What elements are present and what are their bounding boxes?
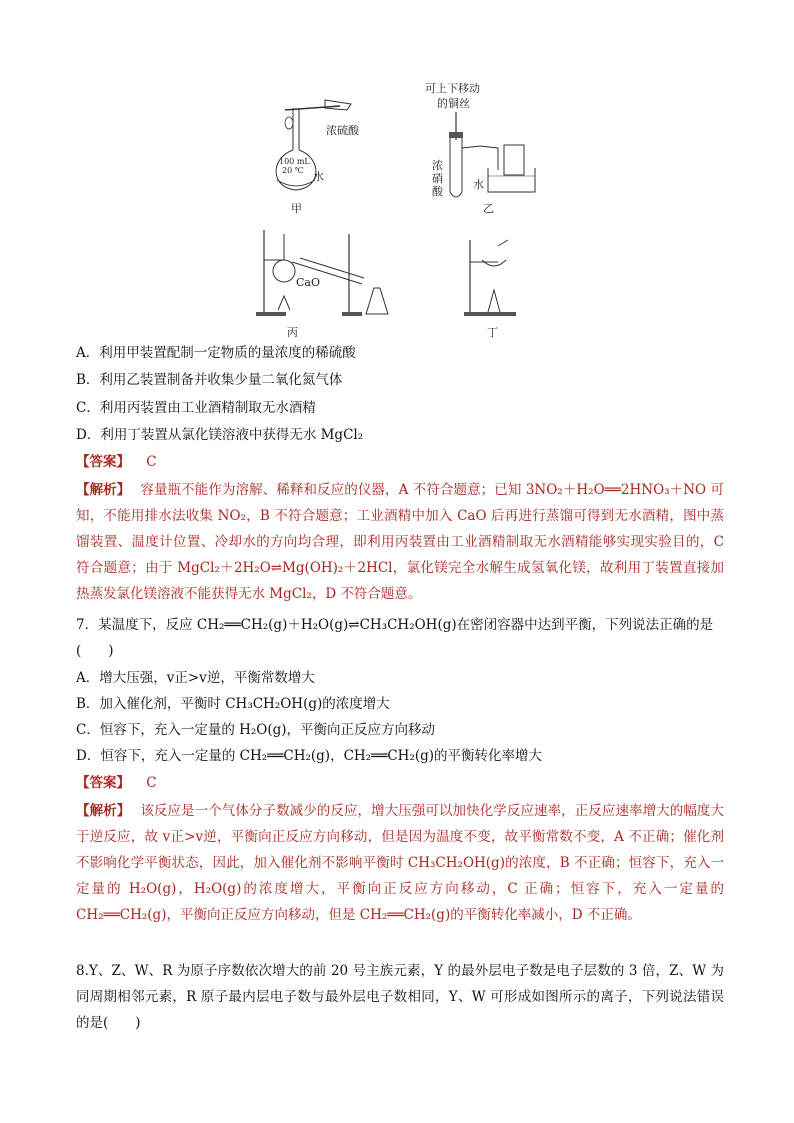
yi-caption: 乙 bbox=[483, 202, 494, 215]
distillation-apparatus-diagram bbox=[252, 226, 402, 321]
jia-label-flask-temp: 20 ℃ bbox=[282, 166, 304, 175]
yi-label-acid-1: 浓 bbox=[432, 159, 443, 172]
q7-answer-tag: 【答案】 bbox=[76, 775, 130, 791]
q6-analysis bbox=[76, 477, 724, 607]
jia-label-water: 水 bbox=[313, 170, 324, 183]
bing-label-cao: CaO bbox=[296, 276, 320, 289]
jia-caption: 甲 bbox=[291, 202, 302, 215]
figure-yi bbox=[440, 110, 540, 210]
q8-stem: 8.Y、Z、W、R 为原子序数依次增大的前 20 号主族元素，Y 的最外层电子数是电子层数的 3 倍，Z、W 为同周期相邻元素，R 原子最内层电子数与最外层电子数相同，Y、W 可形成如图所示的离子，下列说法错误的是( ) bbox=[76, 963, 724, 1031]
jia-label-flask-volume: 100 mL bbox=[279, 157, 310, 166]
q7-stem-text: 7．某温度下，反应 CH₂══CH₂(g)＋H₂O(g)⇌CH₃CH₂OH(g)在密闭容器中达到平衡，下列说法正确的是 bbox=[76, 617, 714, 633]
q7-option-d: D．恒容下，充入一定量的 CH₂══CH₂(g)，CH₂══CH₂(g)的平衡转化率增大 bbox=[76, 748, 543, 764]
evaporation-apparatus-diagram bbox=[460, 238, 520, 320]
test-tube-apparatus-diagram bbox=[440, 110, 540, 210]
q7-analysis-text: 该反应是一个气体分子数减少的反应，增大压强可以加快化学反应速率，正反应速率增大的幅度大于逆反应，故 v正>v逆，平衡向正反应方向移动，但是因为温度不变，故平衡常数不变，A 不正确；催化剂不影响化学平衡状态，因此，加入催化剂不影响平衡时 CH₃CH₂OH(g)的浓度，B 不正确；恒容下，充入一定量的 H₂O(g)，H₂O(g)的浓度增大，平衡向正反应方向移动，C 正确；恒容下，充入一定量的 CH₂══CH₂(g)，平衡向正反应方向移动，但是 CH₂══CH₂(g)的平衡转化率减小，D 不正确。 bbox=[76, 803, 725, 923]
yi-label-water: 水 bbox=[473, 178, 484, 191]
q6-analysis-tag: 【解析】 bbox=[76, 482, 131, 498]
q7-option-b: B．加入催化剂，平衡时 CH₃CH₂OH(g)的浓度增大 bbox=[76, 696, 390, 712]
figure-bing bbox=[252, 226, 402, 321]
figure-jia bbox=[255, 88, 365, 213]
q6-option-a: A．利用甲装置配制一定物质的量浓度的稀硫酸 bbox=[76, 345, 356, 361]
bing-caption: 丙 bbox=[287, 326, 298, 339]
yi-label-top-1: 可上下移动 bbox=[425, 82, 480, 95]
q7-stem bbox=[76, 612, 724, 664]
q7-analysis bbox=[76, 798, 724, 928]
q7-answer bbox=[76, 773, 157, 793]
q6-option-c: C．利用丙装置由工业酒精制取无水酒精 bbox=[76, 400, 316, 416]
q6-answer-value: C bbox=[146, 454, 157, 470]
yi-label-acid-3: 酸 bbox=[432, 185, 443, 198]
figure-ding bbox=[460, 238, 520, 320]
q7-analysis-tag: 【解析】 bbox=[76, 803, 131, 819]
q7-answer-value: C bbox=[146, 775, 157, 791]
volumetric-flask-diagram bbox=[255, 88, 365, 213]
q6-option-d: D．利用丁装置从氯化镁溶液中获得无水 MgCl₂ bbox=[76, 427, 364, 443]
jia-label-acid: 浓硫酸 bbox=[326, 124, 359, 137]
q7-stem-paren: ( ) bbox=[76, 643, 114, 659]
q6-answer bbox=[76, 452, 157, 472]
yi-label-top-2: 的铜丝 bbox=[437, 97, 470, 110]
q6-answer-tag: 【答案】 bbox=[76, 454, 130, 470]
yi-label-acid-2: 硝 bbox=[432, 172, 443, 185]
ding-caption: 丁 bbox=[487, 326, 498, 339]
q6-option-b: B．利用乙装置制备并收集少量二氧化氮气体 bbox=[76, 372, 343, 388]
q6-analysis-text: 容量瓶不能作为溶解、稀释和反应的仪器，A 不符合题意；已知 3NO₂＋H₂O══2HNO₃＋NO 可知，不能用排水法收集 NO₂，B 不符合题意；工业酒精中加入 CaO 后再进行蒸馏可得到无水酒精，图中蒸馏装置、温度计位置、冷却水的方向均合理，即利用丙装置由工业酒精制取无水酒精能够实现实验目的，C 符合题意；由于 MgCl₂＋2H₂O⇌Mg(OH)₂＋2HCl，氯化镁完全水解生成氢氧化镁，故利用丁装置直接加热蒸发氯化镁溶液不能获得无水 MgCl₂，D 不符合题意。 bbox=[76, 482, 725, 602]
q7-option-c: C．恒容下，充入一定量的 H₂O(g)，平衡向正反应方向移动 bbox=[76, 722, 436, 738]
q7-option-a: A．增大压强，v正>v逆，平衡常数增大 bbox=[76, 670, 315, 686]
